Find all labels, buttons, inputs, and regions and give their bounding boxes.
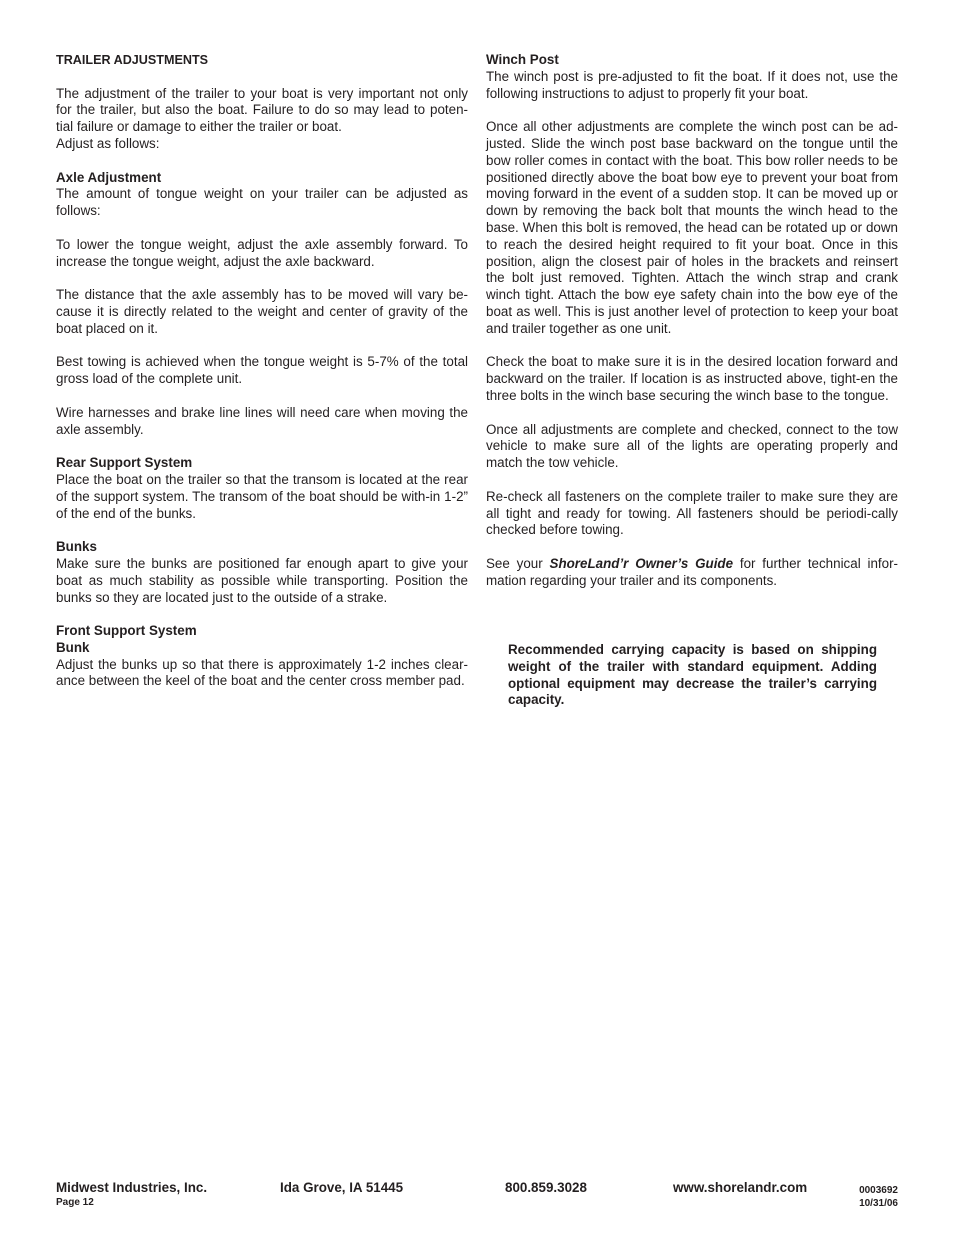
intro-adjust-line: Adjust as follows:: [56, 135, 160, 151]
footer-company: Midwest Industries, Inc.: [56, 1180, 208, 1195]
see-suffix: for further technical infor-mation regarding your trailer and its components.: [486, 555, 898, 588]
left-column: [56, 52, 468, 707]
intro-paragraph: The adjustment of the trailer to your boat is very important not only for the trailer, but also the boat. Failure to do so may lead to poten-tial failure or damage to either the trailer or boat.: [56, 85, 468, 135]
winch-paragraph-3: Check the boat to make sure it is in the desired location forward and backward on the trailer. If location is as instructed above, tight-en the three bolts in the winch base securing the winch base to the tongue.: [486, 354, 898, 403]
winch-paragraph-5: Re-check all fasteners on the complete trailer to make sure they are all tight and ready for towing. All fasteners should be periodi-cally checked before towing.: [486, 488, 898, 538]
footer-website: www.shorelandr.com: [673, 1180, 808, 1195]
footer-date: 10/31/06: [859, 1198, 898, 1209]
axle-paragraph-3: The distance that the axle assembly has to be moved will vary be-cause it is directly related to the weight and center of gravity of the boat placed on it.: [56, 287, 468, 336]
footer-doc-number: 0003692: [859, 1185, 898, 1196]
winch-paragraph-4: Once all adjustments are complete and checked, connect to the tow vehicle to make sure all of the lights are operating properly and match the tow vehicle.: [486, 421, 898, 471]
capacity-note: Recommended carrying capacity is based on shipping weight of the trailer with standard equipment. Adding optional equipment may decrease the trailer’s carrying capacity.: [508, 642, 877, 708]
owners-guide-paragraph: [486, 556, 898, 590]
winch-paragraph-2: Once all other adjustments are complete the winch post can be ad-justed. Slide the winch post base backward on the tongue until the bow roller comes in contact with the boat. This bow roller needs to be positioned directly above the boat bow eye to prevent your boat from moving forward in the event of a sudden stop. It can be moved up or down by removing the back bolt that mounts the winch head to the base. When this bolt is removed, the head can be rotated up or down to reach the desired height required to fit your boat. Once in this position, align the closest pair of holes in the brackets and reinsert the bolt just removed. Tighten. Attach the winch strap and crank winch tight. Attach the bow eye safety chain into the bow eye of the boat as well. This is just another level of protection to keep your boat and trailer together as one unit.: [486, 119, 898, 336]
footer-city: Ida Grove, IA 51445: [280, 1180, 404, 1195]
rear-support-heading: Rear Support System: [56, 455, 193, 471]
page-footer: [56, 1180, 898, 1214]
rear-support-paragraph: Place the boat on the trailer so that the transom is located at the rear of the support system. The transom of the boat should be with-in 1-2” of the end of the bunks.: [56, 471, 468, 521]
footer-page-number: Page 12: [56, 1197, 94, 1208]
right-column: [486, 52, 898, 606]
bunks-paragraph: Make sure the bunks are positioned far enough apart to give your boat as much stability as possible while transporting. Position the bunks so they are located just to the outside of a strake.: [56, 555, 468, 605]
bunks-heading: Bunks: [56, 539, 97, 555]
axle-paragraph-1: The amount of tongue weight on your trailer can be adjusted as follows:: [56, 186, 468, 219]
axle-paragraph-2: To lower the tongue weight, adjust the axle assembly forward. To increase the tongue weight, adjust the axle backward.: [56, 236, 468, 269]
see-prefix: See your: [486, 555, 550, 571]
axle-paragraph-4: Best towing is achieved when the tongue weight is 5-7% of the total gross load of the complete unit.: [56, 354, 468, 387]
footer-phone: 800.859.3028: [505, 1180, 587, 1195]
winch-paragraph-1: The winch post is pre-adjusted to fit the boat. If it does not, use the following instructions to adjust to properly fit your boat.: [486, 68, 898, 101]
section-title: TRAILER ADJUSTMENTS: [56, 53, 209, 67]
axle-paragraph-5: Wire harnesses and brake line lines will need care when moving the axle assembly.: [56, 404, 468, 437]
owners-guide-title: ShoreLand’r Owner’s Guide: [549, 555, 734, 571]
winch-post-heading: Winch Post: [486, 52, 559, 67]
front-support-heading: Front Support System: [56, 623, 197, 639]
bunk-subheading: Bunk: [56, 639, 90, 655]
axle-heading: Axle Adjustment: [56, 169, 162, 185]
bunk-paragraph: Adjust the bunks up so that there is approximately 1-2 inches clear-ance between the keel of the boat and the center cross member pad.: [56, 656, 468, 689]
